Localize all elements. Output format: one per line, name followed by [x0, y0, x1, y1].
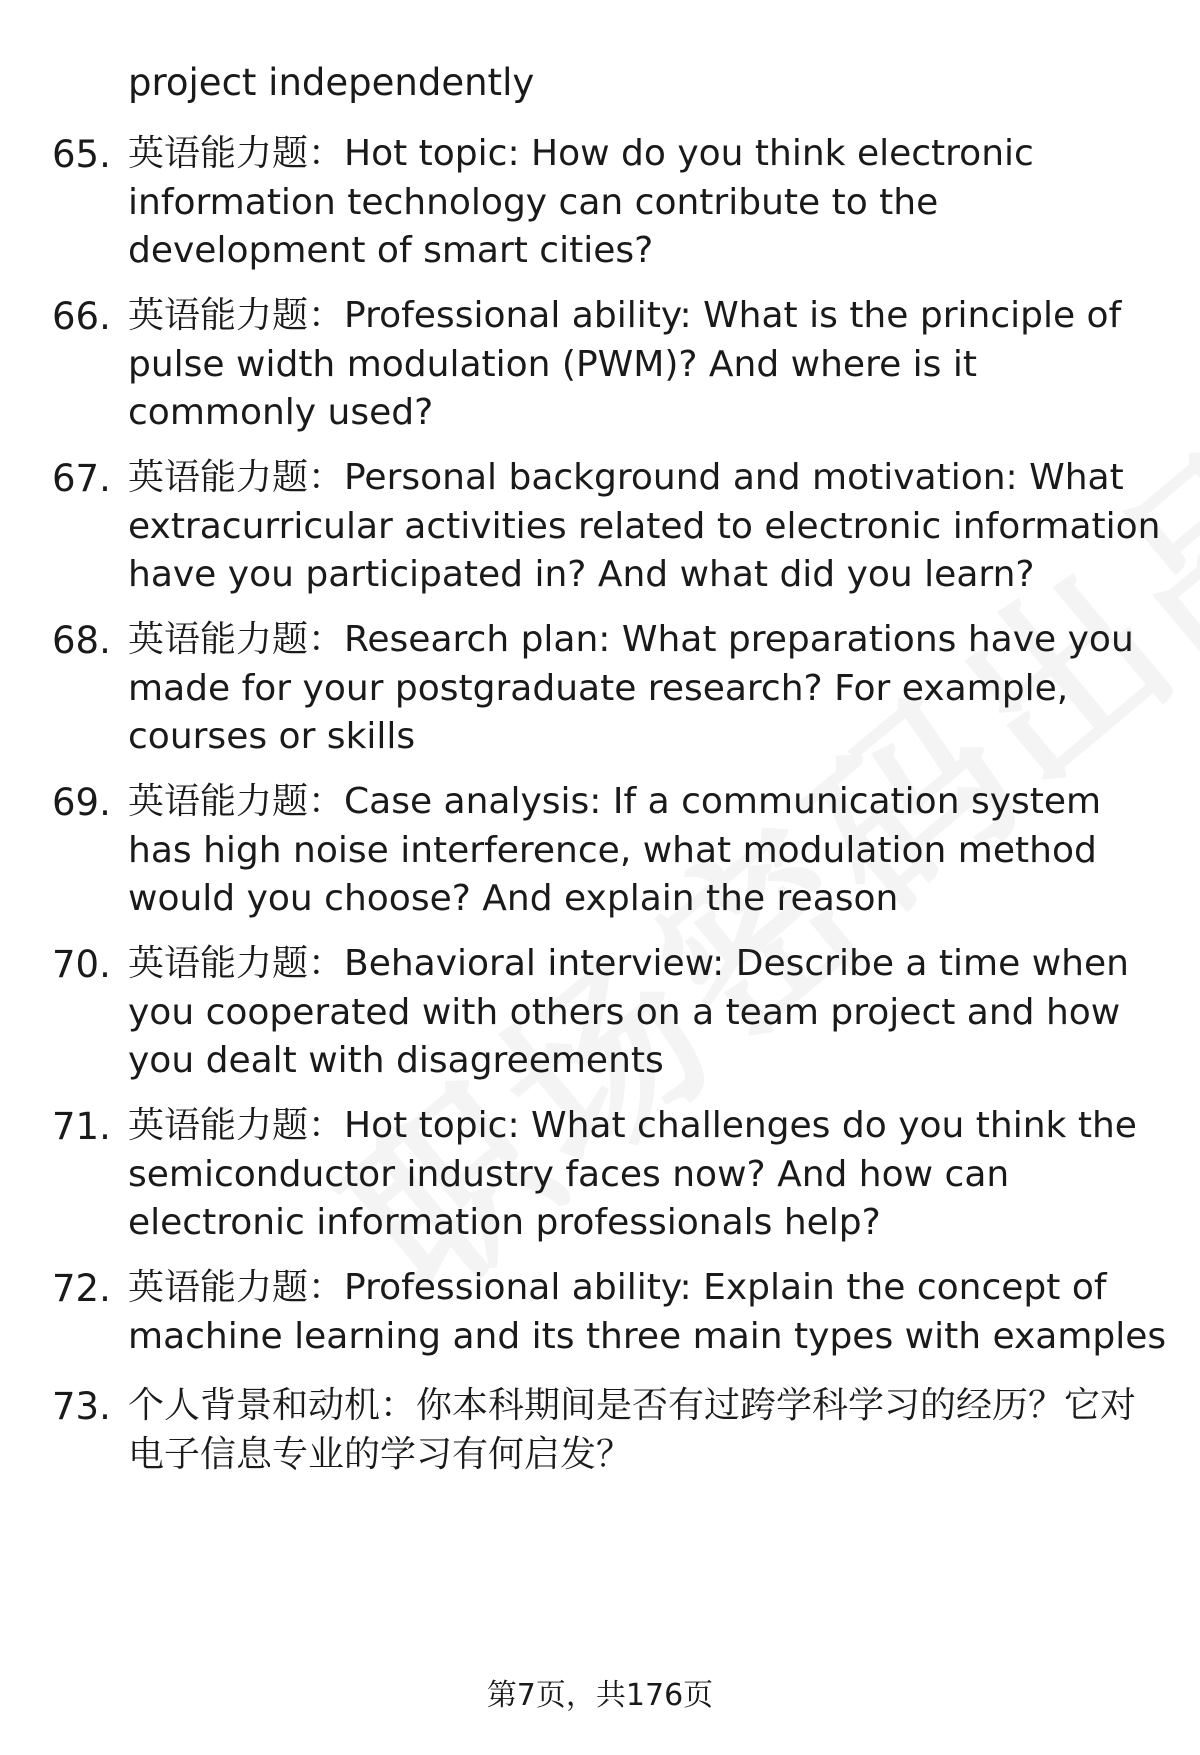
question-number: 66.: [52, 295, 111, 338]
question-text: 英语能力题：Professional ability: What is the principle of pulse width modulation (PWM)? And where is it commonly used?: [128, 295, 1122, 433]
question-number: 71.: [52, 1105, 111, 1148]
question-number: 65.: [52, 133, 111, 176]
question-number: 67.: [52, 457, 111, 500]
question-text: 英语能力题：Research plan: What preparations have you made for your postgraduate research? For example, courses or skills: [128, 619, 1134, 757]
question-text: 英语能力题：Professional ability: Explain the concept of machine learning and its three main types with examples: [128, 1267, 1167, 1357]
question-number: 69.: [52, 781, 111, 824]
question-text: 英语能力题：Hot topic: How do you think electronic information technology can contribute to the development of smart cities?: [128, 133, 1034, 271]
question-number: 68.: [52, 619, 111, 662]
question-number: 72.: [52, 1267, 111, 1310]
continuation-text: project independently: [128, 61, 535, 104]
question-text: 英语能力题：Hot topic: What challenges do you think the semiconductor industry faces now? And how can electronic information professionals help?: [128, 1105, 1137, 1243]
question-text: 个人背景和动机：你本科期间是否有过跨学科学习的经历？它对电子信息专业的学习有何启发？: [128, 1385, 1137, 1475]
question-text: 英语能力题：Case analysis: If a communication system has high noise interference, what modulation method would you choose? And explain the reason: [128, 781, 1102, 919]
question-number: 73.: [52, 1385, 111, 1428]
page-footer: 第7页，共176页: [486, 1678, 714, 1713]
question-number: 70.: [52, 943, 111, 986]
question-text: 英语能力题：Personal background and motivation: What extracurricular activities related to electronic information have you participated in? And what did you learn?: [128, 457, 1161, 595]
question-text: 英语能力题：Behavioral interview: Describe a time when you cooperated with others on a team project and how you dealt with disagreements: [128, 943, 1129, 1081]
